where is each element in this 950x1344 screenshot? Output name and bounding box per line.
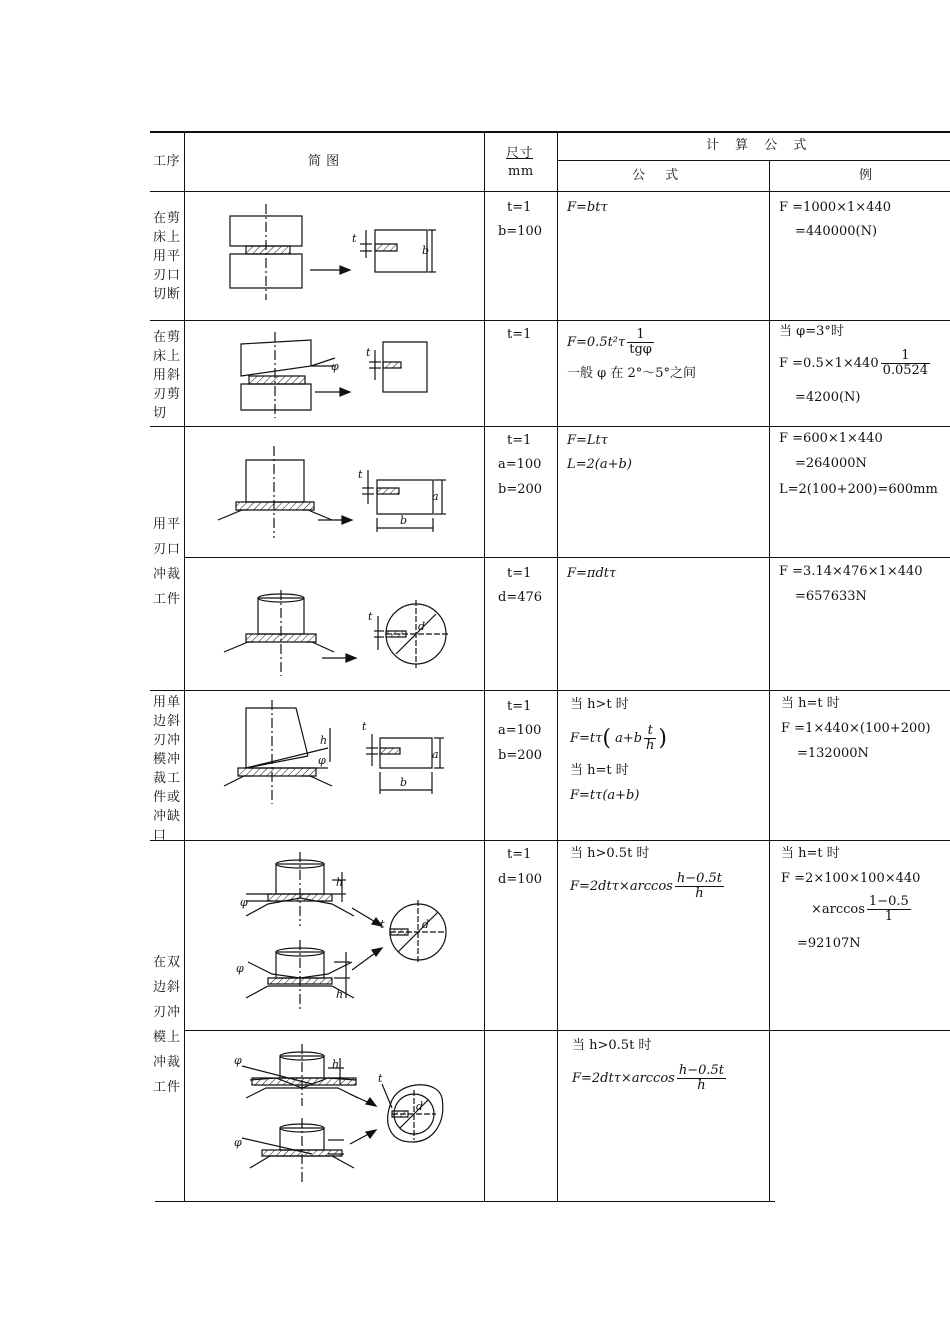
row2-example-cond: 当 φ=3°时: [779, 324, 844, 339]
row2-formula-main: F=0.5t²τ: [567, 335, 626, 350]
fig5-label-h: h: [320, 734, 328, 747]
row6-dim-d: d=100: [498, 872, 543, 887]
fig7-label-phi-1: φ: [234, 1054, 242, 1067]
header-subline: [557, 160, 950, 161]
row2-dim-t: t=1: [507, 327, 532, 342]
fig4-label-t: t: [368, 610, 373, 623]
row5-formula1-pre: F=tτ: [570, 731, 603, 746]
row3-4-process: 用平刃口冲裁工件: [153, 517, 182, 607]
fig6-label-d: d: [422, 918, 430, 931]
row5-paren-open: (: [602, 725, 611, 751]
row-line-5: [150, 840, 950, 841]
row7-frac-den: h: [697, 1078, 706, 1093]
fig6-label-phi-1: φ: [240, 896, 248, 909]
row2-frac-den: tgφ: [629, 342, 652, 357]
fig7-label-phi-2: φ: [234, 1136, 242, 1149]
col-line-2: [484, 131, 485, 1202]
table-top-border: [150, 131, 950, 133]
row6-frac-num: h−0.5t: [676, 871, 723, 886]
row2-frac-num: 1: [627, 328, 654, 343]
row6-example-pre: ×arccos: [811, 902, 865, 917]
row5-formula2: F=tτ(a+b): [570, 788, 640, 803]
fig-inclined-shear: [225, 330, 445, 420]
fig5-label-a: a: [432, 748, 439, 761]
fig-single-bevel-punch: [222, 700, 472, 810]
header-calc: 计 算 公 式: [706, 138, 813, 153]
row2-formula-frac: [627, 328, 654, 357]
row5-formula1-frac: [644, 724, 656, 753]
row3-example-1: F =600×1×440: [779, 431, 883, 446]
row6-example-frac: [867, 895, 911, 924]
row4-example-2: =657633N: [795, 589, 867, 604]
row1-example-l1: F =1000×1×440: [779, 200, 891, 215]
row3-dim-a: a=100: [498, 457, 542, 472]
row2-formula-note: 一般 φ 在 2°～5°之间: [567, 366, 697, 381]
row-line-4: [150, 690, 950, 691]
row2-ex-frac-den: 0.0524: [882, 363, 929, 378]
fig7-label-d: d: [416, 1100, 424, 1113]
row5-dim-b: b=200: [498, 748, 543, 763]
header-formula: 公 式: [632, 168, 687, 183]
header-process: 工序: [153, 154, 181, 169]
row6-formula-frac: [675, 872, 724, 901]
row6-7-process: 在双边斜刃冲模上冲裁工件: [153, 955, 182, 1095]
row5-frac-num: t: [644, 724, 656, 739]
row5-formula1: [570, 724, 667, 753]
row3-formula-1: F=Ltτ: [567, 433, 608, 448]
row1-dim-t: t=1: [507, 200, 532, 215]
row4-dim-d: d=476: [498, 590, 543, 605]
fig5-label-b: b: [400, 776, 408, 789]
row2-ex-frac-num: 1: [881, 349, 931, 364]
row-line-3: [184, 557, 950, 558]
row5-cond1: 当 h>t 时: [570, 697, 629, 712]
row6-example-1: F =2×100×100×440: [781, 871, 921, 886]
row4-dim-t: t=1: [507, 566, 532, 581]
row1-dim-b: b=100: [498, 224, 543, 239]
row2-formula: [567, 328, 656, 357]
row6-example-cond: 当 h=t 时: [781, 846, 840, 861]
header-example: 例: [859, 168, 873, 183]
row5-cond2: 当 h=t 时: [570, 763, 629, 778]
row5-example-1: F =1×440×(100+200): [781, 721, 931, 736]
fig3-label-a: a: [432, 490, 439, 503]
row5-paren-close: ): [658, 725, 668, 751]
row6-formula: [570, 872, 726, 901]
row6-formula-pre: F=2dtτ×arccos: [570, 879, 673, 894]
fig-flat-punch-round: [218, 590, 468, 682]
fig2-label-phi: φ: [331, 360, 339, 373]
fig1-label-t: t: [352, 232, 357, 245]
row5-paren-pre: a+b: [615, 731, 643, 746]
row4-example-1: F =3.14×476×1×440: [779, 564, 923, 579]
row6-ex-frac-num: 1−0.5: [868, 894, 909, 909]
row3-dim-b: b=200: [498, 482, 543, 497]
fig-flat-punch-rect: [212, 438, 472, 548]
row6-cond: 当 h>0.5t 时: [570, 846, 650, 861]
row5-example-cond: 当 h=t 时: [781, 696, 840, 711]
fig6-label-t: t: [380, 918, 385, 931]
row2-example-main: F =0.5×1×440: [779, 356, 879, 371]
row7-cond: 当 h>0.5t 时: [572, 1038, 652, 1053]
row6-example-result: =92107N: [797, 936, 861, 951]
row2-example: [779, 349, 932, 378]
row1-example-l2: =440000(N): [795, 224, 878, 239]
fig6-label-h-1: h: [336, 876, 344, 889]
table-bottom-border: [155, 1201, 775, 1202]
fig7-label-h: h: [332, 1058, 340, 1071]
col-line-4: [769, 160, 770, 1202]
row7-formula-frac: [677, 1064, 726, 1093]
header-size-unit: mm: [508, 164, 534, 179]
row1-process: 在剪床上用平刃口切断: [153, 211, 182, 302]
row-line-6: [184, 1030, 950, 1031]
col-line-3: [557, 131, 558, 1202]
row2-example-frac: [881, 349, 931, 378]
row1-formula: F=btτ: [567, 200, 608, 215]
row5-dim-t: t=1: [507, 699, 532, 714]
fig5-label-t: t: [362, 720, 367, 733]
fig-flat-shear: [200, 200, 460, 310]
row7-frac-num: h−0.5t: [678, 1063, 725, 1078]
row3-example-3: L=2(100+200)=600mm: [779, 482, 938, 497]
row3-formula-2: L=2(a+b): [567, 457, 632, 472]
fig1-label-b: b: [422, 244, 430, 257]
row6-dim-t: t=1: [507, 847, 532, 862]
row2-example-result: =4200(N): [795, 390, 861, 405]
row5-example-2: =132000N: [797, 746, 869, 761]
row6-example-2: [811, 895, 913, 924]
row3-example-2: =264000N: [795, 456, 867, 471]
fig4-label-d: d: [418, 620, 426, 633]
fig3-label-t: t: [358, 468, 363, 481]
fig7-label-t: t: [378, 1072, 383, 1085]
header-diagram: 简 图: [308, 154, 340, 169]
fig-double-bevel-punch-1: [232, 852, 462, 1022]
fig5-label-phi: φ: [318, 754, 326, 767]
row-line-1: [150, 320, 950, 321]
row7-formula-pre: F=2dtτ×arccos: [572, 1071, 675, 1086]
fig6-label-h-2: h: [336, 988, 344, 1001]
fig2-label-t: t: [366, 346, 371, 359]
header-bottom-line: [150, 191, 950, 192]
row6-ex-frac-den: 1: [884, 909, 893, 924]
row5-frac-den: h: [646, 738, 655, 753]
header-size: 尺寸: [506, 146, 534, 161]
row7-formula: [572, 1064, 728, 1093]
row5-dim-a: a=100: [498, 723, 542, 738]
fig6-label-phi-2: φ: [236, 962, 244, 975]
fig-double-bevel-punch-2: [232, 1044, 462, 1194]
row3-dim-t: t=1: [507, 433, 532, 448]
row5-process: 用单边斜刃冲模冲裁工件或冲缺口: [153, 695, 182, 843]
row2-process: 在剪床上用斜刃剪切: [153, 330, 182, 421]
row4-formula: F=πdtτ: [567, 566, 617, 581]
row6-frac-den: h: [695, 886, 704, 901]
fig3-label-b: b: [400, 514, 408, 527]
